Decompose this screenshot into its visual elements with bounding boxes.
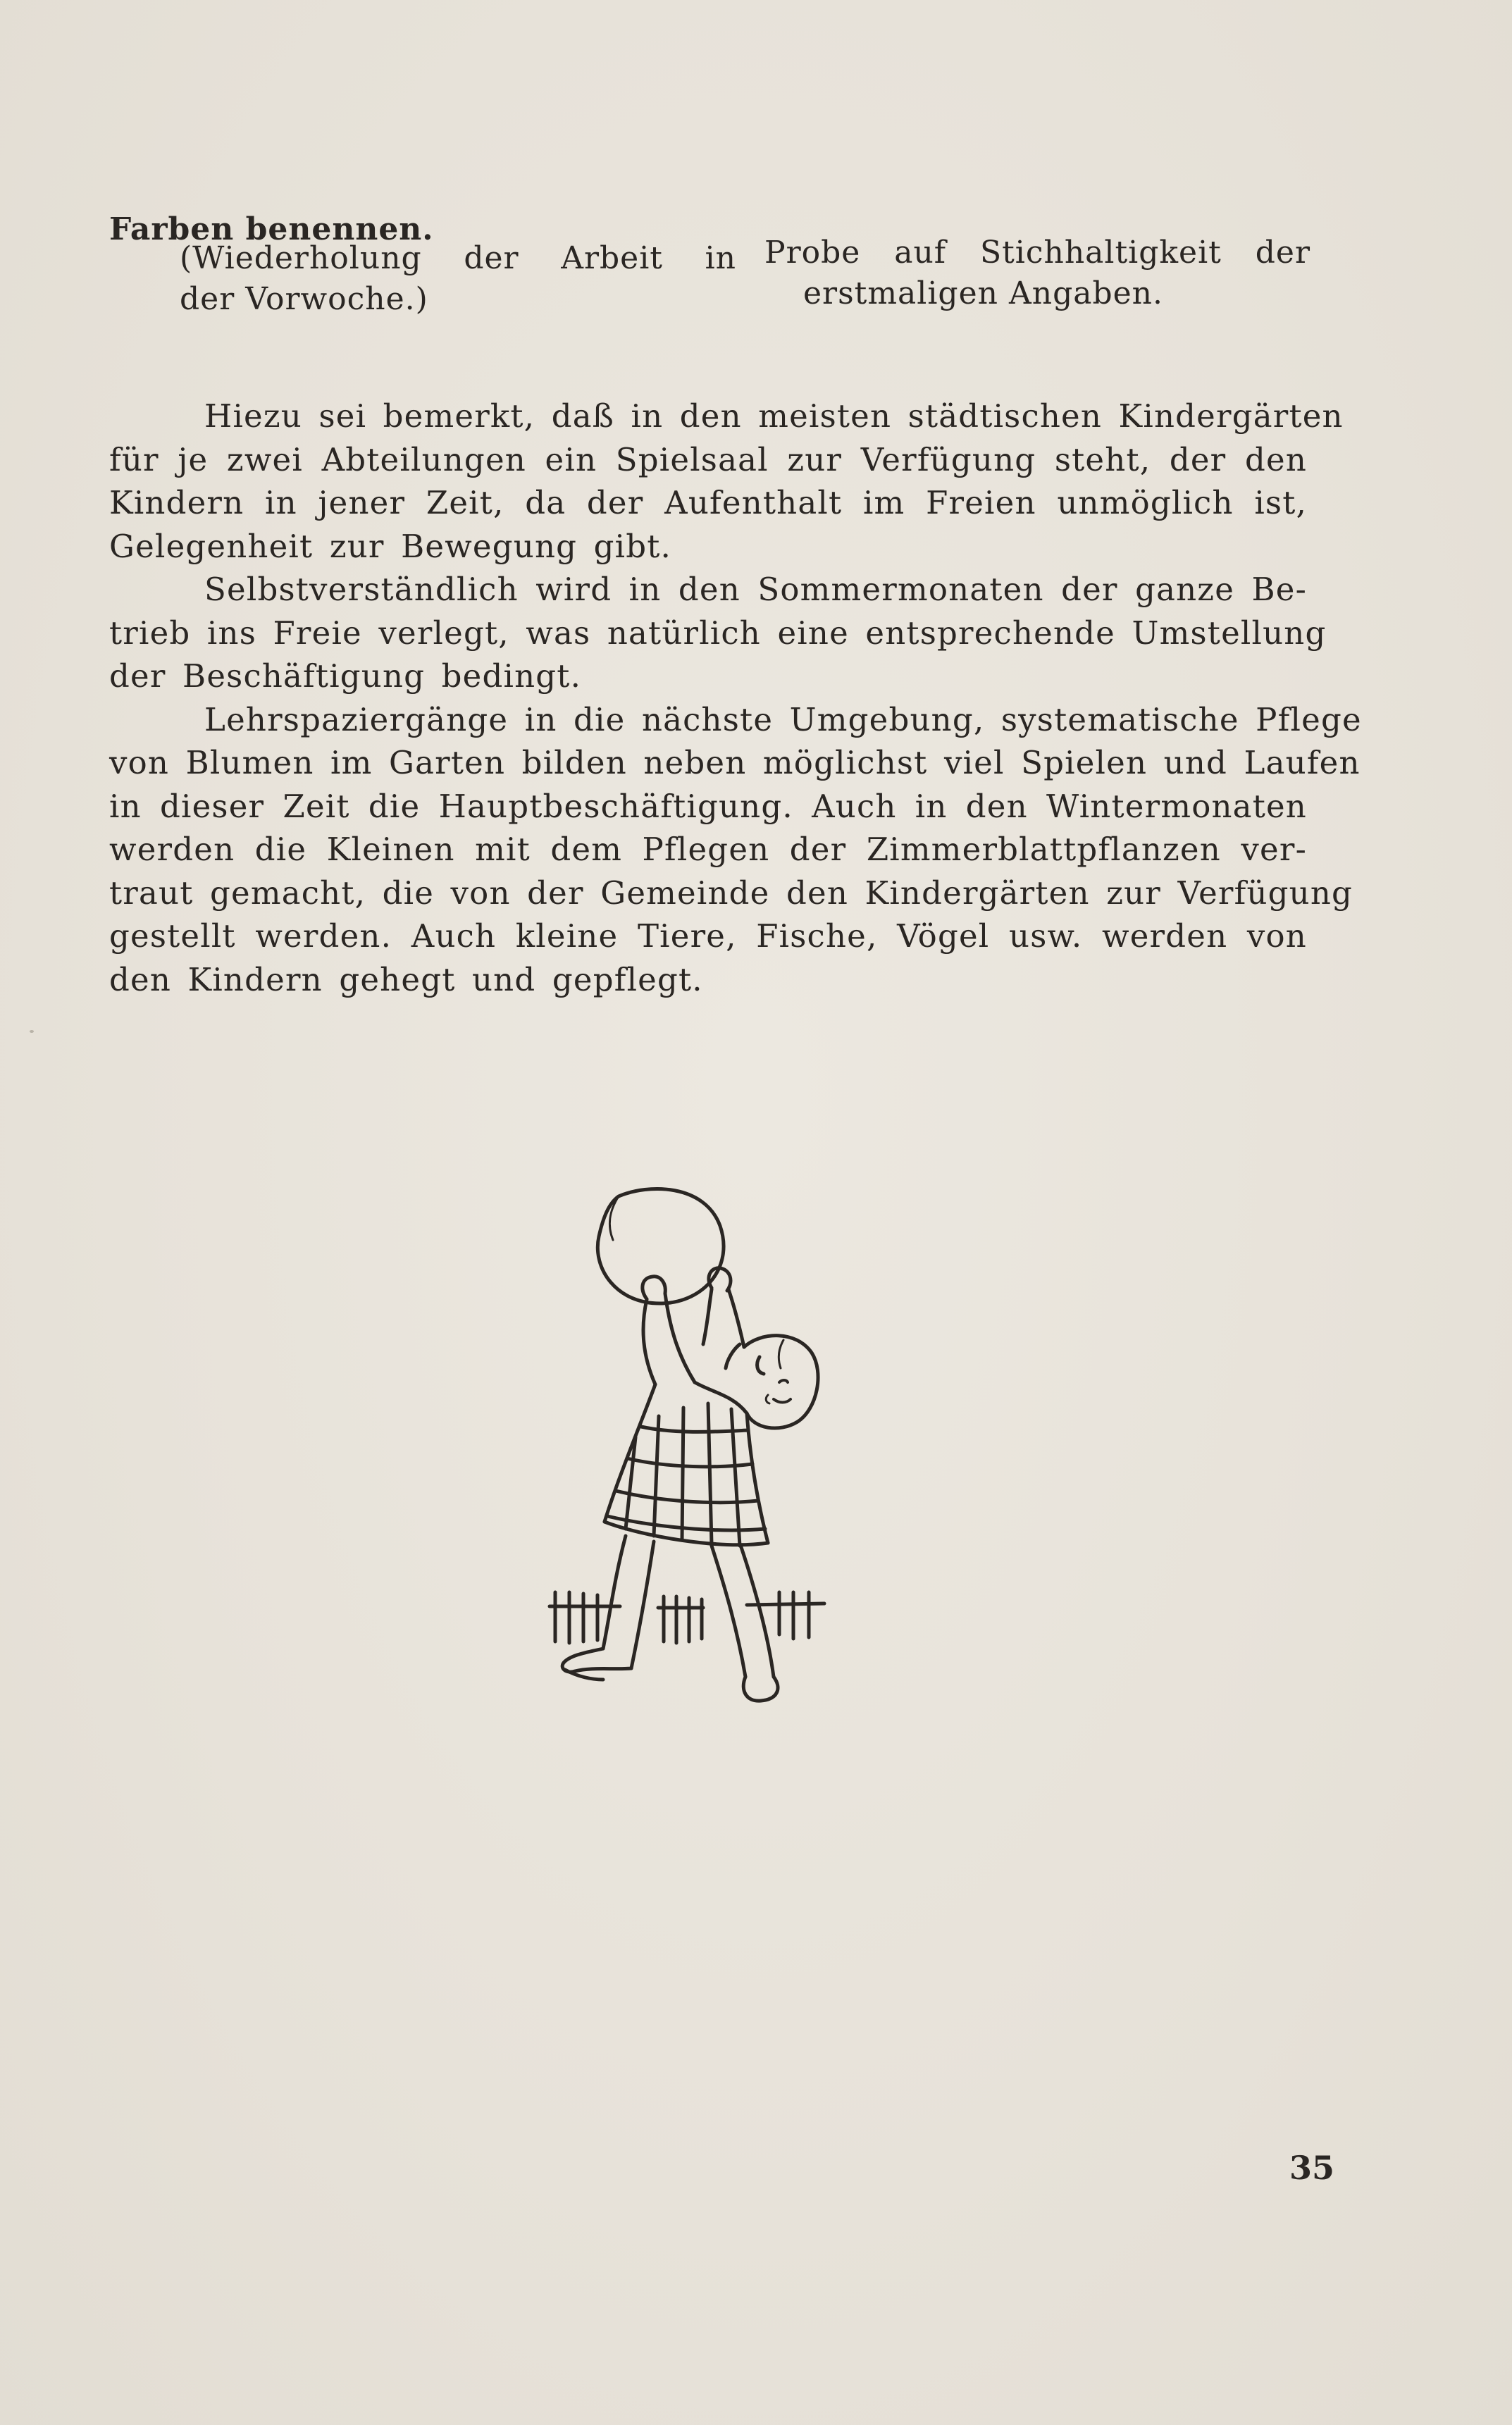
text-line: traut gemacht, die von der Gemeinde den Kindergärten zur Verfügung <box>109 874 1353 912</box>
paper-speck <box>30 1030 34 1033</box>
text-line: gestellt werden. Auch kleine Tiere, Fische, Vögel usw. werden von <box>109 917 1307 955</box>
subheading-word: auf <box>894 235 947 271</box>
text-line: für je zwei Abteilungen ein Spielsaal zur Verfügung steht, der den <box>109 440 1307 478</box>
text-line: von Blumen im Garten bilden neben möglichst viel Spielen und Laufen <box>109 744 1361 781</box>
page-number: 35 <box>1289 2149 1335 2187</box>
paragraph-1 <box>109 395 1344 568</box>
text-line: Gelegenheit zur Bewegung gibt. <box>109 527 672 565</box>
subheading-word: Probe <box>764 235 861 271</box>
paragraph-3 <box>109 698 1362 1002</box>
subheading-word: (Wiederholung <box>180 240 422 276</box>
subheading-word: der <box>464 240 519 276</box>
text-line: in dieser Zeit die Hauptbeschäftigung. Auch in den Wintermonaten <box>109 787 1307 825</box>
text-line: trieb ins Freie verlegt, was natürlich eine entsprechende Umstellung <box>109 614 1327 652</box>
subheading-word: Stichhaltigkeit <box>979 235 1222 271</box>
subheading-right-line-1 <box>764 232 1310 273</box>
text-line: den Kindern gehegt und gepflegt. <box>109 960 703 998</box>
subheading-left <box>180 238 736 320</box>
subheading-word: der <box>1255 235 1310 271</box>
text-line: der Beschäftigung bedingt. <box>109 657 582 695</box>
body-text <box>109 395 1362 1001</box>
subheading-right-line-2: erstmaligen Angaben. <box>803 275 1164 311</box>
child-with-ball-drawing-icon <box>535 1184 902 1839</box>
text-line: Selbstverständlich wird in den Sommermonaten der ganze Be- <box>204 571 1307 608</box>
subheading-left-line-2: der Vorwoche.) <box>180 281 428 317</box>
paragraph-2 <box>109 568 1327 698</box>
subheading-right <box>764 232 1310 314</box>
subheading-left-line-1 <box>180 238 736 279</box>
subheading-word: in <box>705 240 736 276</box>
text-line: Lehrspaziergänge in die nächste Umgebung, systematische Pflege <box>204 700 1362 738</box>
section-heading: Farben benennen. <box>109 211 434 247</box>
text-line: Kindern in jener Zeit, da der Aufenthalt im Freien unmöglich ist, <box>109 484 1307 521</box>
subheading-word: Arbeit <box>561 240 663 276</box>
text-line: Hiezu sei bemerkt, daß in den meisten städtischen Kindergärten <box>204 397 1344 435</box>
text-line: werden die Kleinen mit dem Pflegen der Zimmerblattpflanzen ver- <box>109 831 1307 868</box>
